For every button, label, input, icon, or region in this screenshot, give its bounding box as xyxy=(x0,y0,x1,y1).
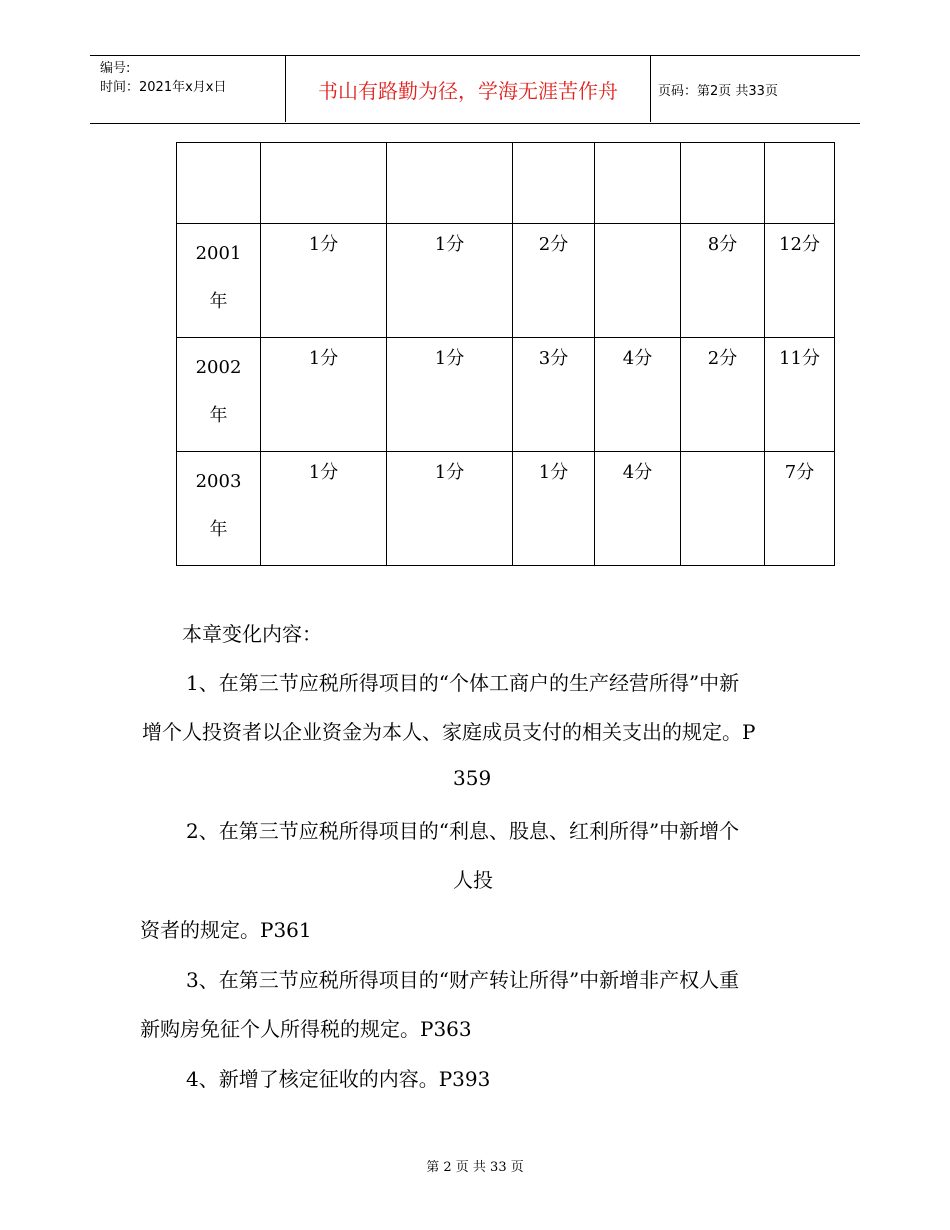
year-value: 2001 xyxy=(195,243,242,264)
table-cell xyxy=(765,143,835,224)
document-header xyxy=(90,55,860,124)
table-cell xyxy=(513,143,595,224)
table-cell xyxy=(387,143,513,224)
score-value: 1分 xyxy=(538,462,569,483)
table-cell xyxy=(387,224,513,338)
table-cell xyxy=(595,338,681,452)
table-cell xyxy=(513,338,595,452)
table-cell xyxy=(765,224,835,338)
year-suffix: 年 xyxy=(209,519,228,540)
item-3-line-2: 新购房免征个人所得税的规定。P363 xyxy=(140,1017,472,1041)
table-cell xyxy=(681,224,765,338)
score-value: 4分 xyxy=(622,462,653,483)
score-value xyxy=(681,452,764,458)
year-cell xyxy=(177,224,261,338)
table-cell xyxy=(387,338,513,452)
table-header-row xyxy=(177,143,835,224)
item-4-line-1: 4、新增了核定征收的内容。P393 xyxy=(186,1067,491,1091)
year-cell xyxy=(177,338,261,452)
number-label: 编号: xyxy=(100,61,131,76)
year-cell xyxy=(177,452,261,566)
table-cell xyxy=(513,224,595,338)
table-cell xyxy=(387,452,513,566)
score-value xyxy=(595,224,680,230)
item-2-line-1: 2、在第三节应税所得项目的“利息、股息、红利所得”中新增个 xyxy=(186,819,740,843)
score-value: 1分 xyxy=(434,462,465,483)
score-value: 7分 xyxy=(784,462,815,483)
item-2-line-2: 人投 xyxy=(453,868,493,892)
item-2-line-3: 资者的规定。P361 xyxy=(140,918,312,942)
table-cell xyxy=(261,452,387,566)
table-cell xyxy=(765,452,835,566)
score-value: 1分 xyxy=(308,234,339,255)
table-cell xyxy=(261,143,387,224)
score-value: 1分 xyxy=(308,462,339,483)
score-value: 4分 xyxy=(622,348,653,369)
table-row xyxy=(177,224,835,338)
table-cell xyxy=(177,143,261,224)
table-cell xyxy=(261,338,387,452)
year-suffix: 年 xyxy=(209,291,228,312)
table-cell xyxy=(595,452,681,566)
year-suffix: 年 xyxy=(209,405,228,426)
year-value: 2002 xyxy=(195,357,242,378)
table-cell xyxy=(261,224,387,338)
table-row xyxy=(177,338,835,452)
score-value: 1分 xyxy=(434,234,465,255)
score-table xyxy=(176,142,835,566)
table-cell xyxy=(681,143,765,224)
header-divider xyxy=(650,56,651,122)
page-footer: 第 2 页 共 33 页 xyxy=(426,1160,524,1175)
table-cell xyxy=(681,452,765,566)
score-value: 11分 xyxy=(779,348,820,369)
table-cell xyxy=(595,224,681,338)
score-value: 3分 xyxy=(538,348,569,369)
item-1-line-3: 359 xyxy=(453,766,492,790)
item-1-line-2: 增个人投资者以企业资金为本人、家庭成员支付的相关支出的规定。P xyxy=(142,720,756,744)
score-value: 12分 xyxy=(779,234,820,255)
header-meta xyxy=(100,59,226,97)
item-3-line-1: 3、在第三节应税所得项目的“财产转让所得”中新增非产权人重 xyxy=(186,968,740,992)
score-value: 2分 xyxy=(707,348,738,369)
score-value: 1分 xyxy=(308,348,339,369)
score-value: 1分 xyxy=(434,348,465,369)
section-heading: 本章变化内容： xyxy=(182,622,322,646)
table-cell xyxy=(681,338,765,452)
item-1-line-1: 1、在第三节应税所得项目的“个体工商户的生产经营所得”中新 xyxy=(186,671,740,695)
score-value: 2分 xyxy=(538,234,569,255)
score-value: 8分 xyxy=(707,234,738,255)
time-label: 时间：2021年x月x日 xyxy=(100,80,227,95)
header-motto: 书山有路勤为径，学海无涯苦作舟 xyxy=(318,78,618,103)
year-value: 2003 xyxy=(195,471,242,492)
header-page-info: 页码：第2页 共33页 xyxy=(658,83,778,99)
table-cell xyxy=(513,452,595,566)
table-cell xyxy=(595,143,681,224)
table-cell xyxy=(765,338,835,452)
table-row xyxy=(177,452,835,566)
